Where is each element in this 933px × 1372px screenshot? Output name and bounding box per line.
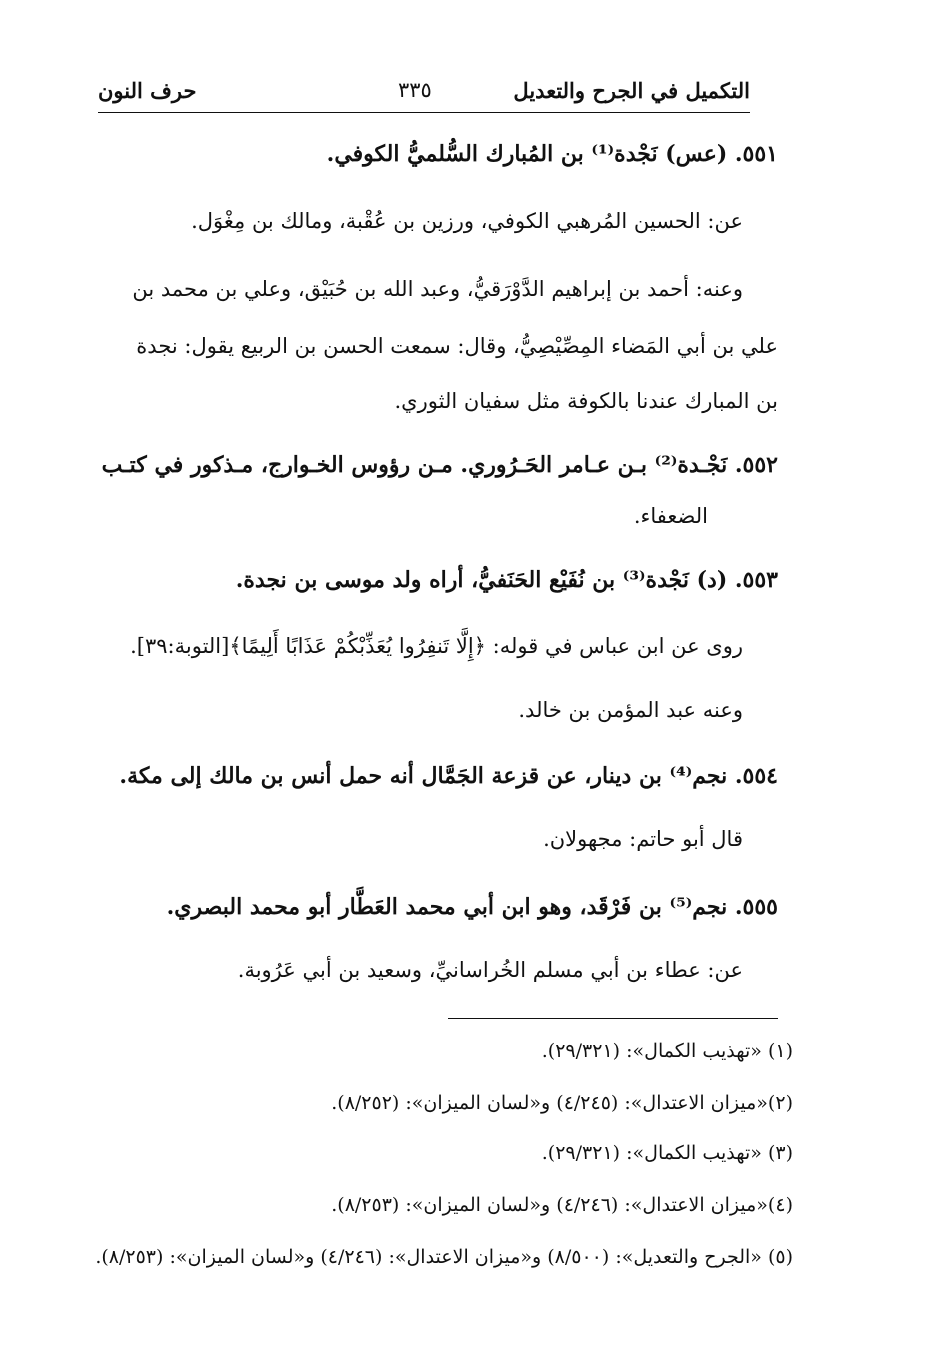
footnote-divider <box>448 1018 778 1019</box>
footnote-2: (٢)«ميزان الاعتدال»: (٤/٢٤٥) و«لسان الميزان»: (٨/٢٥٢). <box>331 1092 793 1114</box>
entry-552-line-2: الضعفاء. <box>633 504 708 528</box>
entry-553-line-1: روى عن ابن عباس في قوله: ﴿إِلَّا تَنفِرُوا يُعَذِّبْكُمْ عَذَابًا أَلِيمًا﴾[التوبة:٣٩]. <box>130 634 743 658</box>
entry-551-line-3: علي بن أبي المَضاء المِصِّيْصِيُّ، وقال: سمعت الحسن بن الربيع يقول: نجدة <box>136 334 778 358</box>
running-header <box>98 78 750 113</box>
entry-551-line-1: عن: الحسين المُرهبي الكوفي، ورزين بن عُقْبة، ومالك بن مِغْوَل. <box>191 209 743 233</box>
footnote-1: (١) «تهذيب الكمال»: (٢٩/٣٢١). <box>541 1040 793 1062</box>
entry-554-heading: ٥٥٤. نجم⁽⁴⁾ بن دينار، عن قزعة الجَمَّال أنه حمل أنس بن مالك إلى مكة. <box>119 763 778 789</box>
page-number: ٣٣٥ <box>398 78 432 102</box>
entry-551-line-2: وعنه: أحمد بن إبراهيم الدَّوْرَقيُّ، وعبد الله بن حُبَيْق، وعلي بن محمد بن <box>132 277 743 301</box>
entry-555-heading: ٥٥٥. نجم⁽⁵⁾ بن فَرْقَد، وهو ابن أبي محمد العَطَّار أبو محمد البصري. <box>166 894 778 920</box>
entry-555-line-1: عن: عطاء بن أبي مسلم الخُراسانيِّ، وسعيد بن أبي عَرُوبة. <box>237 958 743 982</box>
footnote-3: (٣) «تهذيب الكمال»: (٢٩/٣٢١). <box>541 1142 793 1164</box>
entry-552-line-1: ٥٥٢. نَجْـدة⁽²⁾ بـن عـامر الحَـرُوري. مـن رؤوس الخـوارج، مـذكور في كتـب <box>101 452 778 478</box>
entry-553-line-2: وعنه عبد المؤمن بن خالد. <box>518 698 743 722</box>
entry-554-line-1: قال أبو حاتم: مجهولان. <box>543 827 743 851</box>
entry-553-heading: ٥٥٣. (د) نَجْدة⁽³⁾ بن نُفَيْع الحَنَفيُّ، أراه ولد موسى بن نجدة. <box>235 567 778 593</box>
entry-551-heading: ٥٥١. (عس) نَجْدة⁽¹⁾ بن المُبارك السُّلميُّ الكوفي. <box>326 141 778 167</box>
footnote-4: (٤)«ميزان الاعتدال»: (٤/٢٤٦) و«لسان الميزان»: (٨/٢٥٣). <box>331 1194 793 1216</box>
section-title: حرف النون <box>98 78 197 103</box>
book-title: التكميل في الجرح والتعديل <box>513 78 750 103</box>
footnote-5: (٥) «الجرح والتعديل»: (٨/٥٠٠) و«ميزان الاعتدال»: (٤/٢٤٦) و«لسان الميزان»: (٨/٢٥٣). <box>95 1246 793 1268</box>
entry-551-line-4: بن المبارك عندنا بالكوفة مثل سفيان الثوري. <box>394 389 778 413</box>
